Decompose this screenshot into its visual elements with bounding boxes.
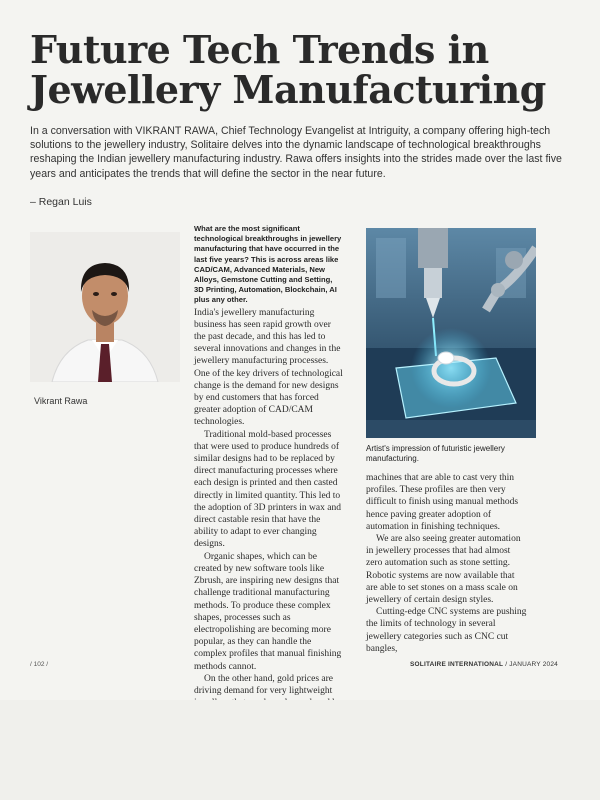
article-standfirst: In a conversation with VIKRANT RAWA, Chief Technology Evangelist at Intriguity, a company offering high-tech solutions to the jewellery industry, Solitaire delves into the dynamic landscape of technological breakthroughs reshaping the Indian jewellery manufacturing industry. Rawa offers insights into the strides made over the last five years and anticipates the trends that will define the sector in the near future. <box>30 125 562 180</box>
publication-name: SOLITAIRE INTERNATIONAL <box>410 661 504 668</box>
col1-paragraph-4: On the other hand, gold prices are driving demand for very lightweight <box>194 673 333 696</box>
portrait-photo <box>30 232 180 382</box>
publication-footer <box>410 661 558 668</box>
col1-paragraph-2: Traditional mold-based processes that were used to produce hundreds of similar designs had to be replaced by direct manufacturing processes where each design is printed and then casted directly in limited quantity. This led to the adoption of 3D printers in wax and direct castable resin that have the ability to adapt to ever changing designs. <box>194 429 341 550</box>
col1-paragraph-3: Organic shapes, which can be created by new software tools like Zbrush, are inspiring new designs that challenge traditional manufacturing methods. To produce these complex shapes, processes such as electropolishing are becoming more popular, as they can handle the complex profiles that manual finishing methods cannot. <box>194 551 342 672</box>
col1-paragraph-1: India's jewellery manufacturing business has seen rapid growth over the past decade, and this has led to several innovations and changes in the jewellery manufacturing processes. One of the key drivers of technological change is the demand for new designs by end customers that has forced greater adoption of CAD/CAM technologies. <box>194 307 343 428</box>
portrait-illustration <box>30 232 180 382</box>
futuristic-manufacturing-illustration <box>366 228 536 438</box>
issue-date: / JANUARY 2024 <box>503 661 558 668</box>
interview-question: What are the most significant technological breakthroughs in jewellery manufacturing that have occurred in the last five years? This is across areas like CAD/CAM, Advanced Materials, New Alloys, Gemstone Cutting and Setting, 3D Printing, Automation, Blockchain, AI plus any other. <box>194 224 342 305</box>
article-byline: – Regan Luis <box>30 196 92 208</box>
page-number: / 102 / <box>30 661 49 668</box>
article-title: Future Tech Trends in Jewellery Manufacturing <box>30 27 546 112</box>
col2-paragraph-3: Cutting-edge CNC systems are pushing the limits of technology in several jewellery categories such as CNC cut bangles, <box>366 607 527 654</box>
artist-impression-image <box>366 228 536 438</box>
artwork-caption: Artist's impression of futuristic jewellery manufacturing. <box>366 444 505 463</box>
article-column-1 <box>194 224 344 722</box>
col2-paragraph-2: We are also seeing greater automation in jewellery processes that had almost zero automation such as stone setting. Robotic systems are now available that are able to set stones on a mass scale on jewellery of certain design styles. <box>366 534 521 606</box>
col2-paragraph-1: machines that are able to cast very thin profiles. These profiles are then very difficult to finish using manual methods hence paving greater adoption of automation in finishing techniques. <box>366 473 519 532</box>
page-bottom-margin <box>0 700 600 800</box>
article-column-2 <box>366 472 528 655</box>
portrait-caption: Vikrant Rawa <box>34 396 88 406</box>
